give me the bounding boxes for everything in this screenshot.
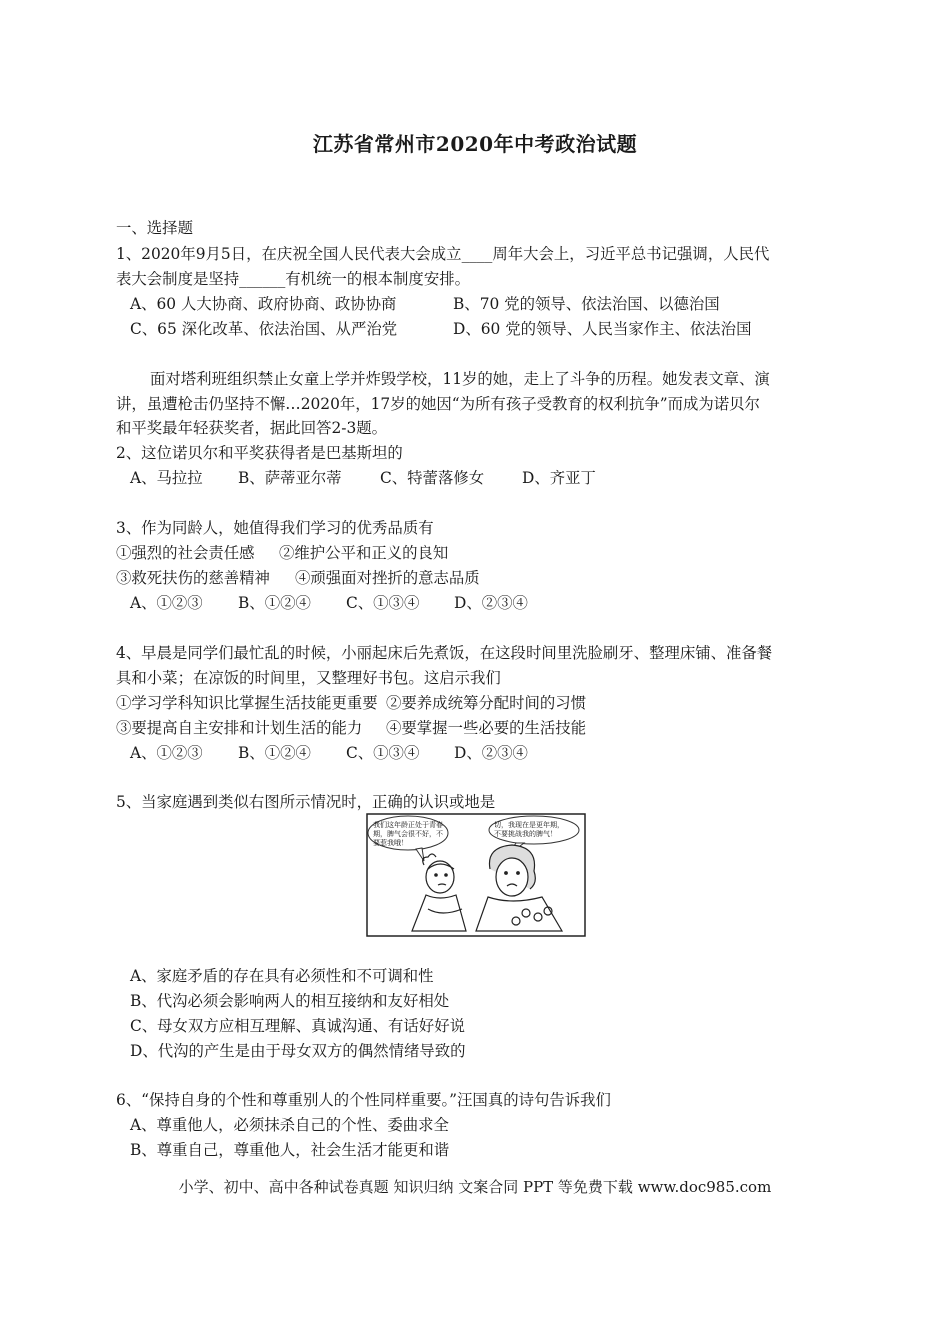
question-2-option-b: B、萨蒂亚尔蒂 bbox=[238, 469, 342, 487]
question-5-option-c: C、母女双方应相互理解、真诚沟通、有话好好说 bbox=[130, 1017, 465, 1035]
question-1-line-1: 1、2020年9月5日，在庆祝全国人民代表大会成立____周年大会上，习近平总书记强调，人民代 bbox=[116, 245, 770, 263]
question-1-line-2: 表大会制度是坚持______有机统一的根本制度安排。 bbox=[116, 270, 470, 288]
question-1-option-c: C、65 深化改革、依法治国、从严治党 bbox=[130, 320, 398, 338]
question-5-option-b: B、代沟必须会影响两人的相互接纳和友好相处 bbox=[130, 992, 450, 1010]
section-heading: 一、选择题 bbox=[116, 219, 193, 237]
question-1-option-d: D、60 党的领导、人民当家作主、依法治国 bbox=[453, 320, 752, 338]
material-line-3: 和平奖最年轻获奖者，据此回答2-3题。 bbox=[116, 419, 388, 437]
material-line-2: 讲，虽遭枪击仍坚持不懈…2020年，17岁的她因“为所有孩子受教育的权利抗争”而成为诺贝尔 bbox=[116, 395, 760, 413]
question-3-statement-2: ②维护公平和正义的良知 bbox=[279, 544, 449, 562]
question-1-option-b: B、70 党的领导、依法治国、以德治国 bbox=[453, 295, 720, 313]
question-3-option-a: A、①②③ bbox=[130, 594, 203, 612]
question-6-option-a: A、尊重他人，必须抹杀自己的个性、委曲求全 bbox=[130, 1116, 449, 1134]
question-2-options bbox=[130, 468, 596, 488]
left-bubble-text-1: 我们这年龄正处于青春 bbox=[373, 821, 443, 829]
question-3-options bbox=[130, 593, 528, 613]
question-5-option-d: D、代沟的产生是由于母女双方的偶然情绪导致的 bbox=[130, 1042, 466, 1060]
question-5-stem: 5、当家庭遇到类似右图所示情况时，正确的认识或地是 bbox=[116, 793, 496, 811]
question-4-statement-1: ①学习学科知识比掌握生活技能更重要 bbox=[116, 694, 378, 712]
page-footer: 小学、初中、高中各种试卷真题 知识归纳 文案合同 PPT 等免费下载 www.doc985.com bbox=[178, 1178, 772, 1196]
question-4-option-c: C、①③④ bbox=[346, 744, 420, 762]
material-line-1: 面对塔利班组织禁止女童上学并炸毁学校，11岁的她，走上了斗争的历程。她发表文章、演 bbox=[150, 370, 770, 388]
question-4-option-a: A、①②③ bbox=[130, 744, 203, 762]
right-bubble-text-2: 不要挑战我的脾气！ bbox=[494, 830, 557, 838]
left-bubble-text-2: 期，脾气会很不好，不 bbox=[373, 830, 443, 838]
question-4-statement-4: ④要掌握一些必要的生活技能 bbox=[386, 719, 587, 737]
question-2-option-c: C、特蕾落修女 bbox=[380, 469, 485, 487]
question-4-options bbox=[130, 743, 528, 763]
right-bubble-text-1: 切，我现在是更年期， bbox=[494, 821, 564, 829]
question-4-statements-row-1 bbox=[116, 693, 586, 713]
question-4-line-1: 4、早晨是同学们最忙乱的时候，小丽起床后先煮饭，在这段时间里洗脸刷牙、整理床铺、准备餐 bbox=[116, 644, 773, 662]
question-6-stem: 6、“保持自身的个性和尊重别人的个性同样重要。”汪国真的诗句告诉我们 bbox=[116, 1091, 611, 1109]
question-6-option-b: B、尊重自己，尊重他人，社会生活才能更和谐 bbox=[130, 1141, 450, 1159]
question-2-stem: 2、这位诺贝尔和平奖获得者是巴基斯坦的 bbox=[116, 444, 403, 462]
question-3-option-d: D、②③④ bbox=[454, 594, 528, 612]
question-3-statement-1: ①强烈的社会责任感 bbox=[116, 544, 255, 562]
question-3-option-c: C、①③④ bbox=[346, 594, 420, 612]
cartoon-illustration bbox=[366, 813, 586, 937]
left-bubble-text-3: 要惹我哦！ bbox=[373, 839, 408, 847]
question-1-options-row-1 bbox=[130, 294, 720, 314]
question-1-options-row-2 bbox=[130, 319, 751, 339]
question-3-statement-4: ④顽强面对挫折的意志品质 bbox=[295, 569, 480, 587]
question-3-option-b: B、①②④ bbox=[238, 594, 311, 612]
question-3-statements-row-1 bbox=[116, 543, 448, 563]
question-3-statements-row-2 bbox=[116, 568, 480, 588]
question-4-statement-3: ③要提高自主安排和计划生活的能力 bbox=[116, 719, 363, 737]
question-4-statements-row-2 bbox=[116, 718, 586, 738]
question-4-option-d: D、②③④ bbox=[454, 744, 528, 762]
question-2-option-a: A、马拉拉 bbox=[130, 469, 203, 487]
question-4-option-b: B、①②④ bbox=[238, 744, 311, 762]
question-4-statement-2: ②要养成统筹分配时间的习惯 bbox=[386, 694, 587, 712]
question-3-statement-3: ③救死扶伤的慈善精神 bbox=[116, 569, 270, 587]
question-3-stem: 3、作为同龄人，她值得我们学习的优秀品质有 bbox=[116, 519, 434, 537]
question-2-option-d: D、齐亚丁 bbox=[522, 469, 596, 487]
question-5-option-a: A、家庭矛盾的存在具有必须性和不可调和性 bbox=[130, 967, 434, 985]
question-1-option-a: A、60 人大协商、政府协商、政协协商 bbox=[130, 295, 397, 313]
page-title: 江苏省常州市2020年中考政治试题 bbox=[312, 132, 638, 156]
question-4-line-2: 具和小菜；在凉饭的时间里，又整理好书包。这启示我们 bbox=[116, 669, 501, 687]
